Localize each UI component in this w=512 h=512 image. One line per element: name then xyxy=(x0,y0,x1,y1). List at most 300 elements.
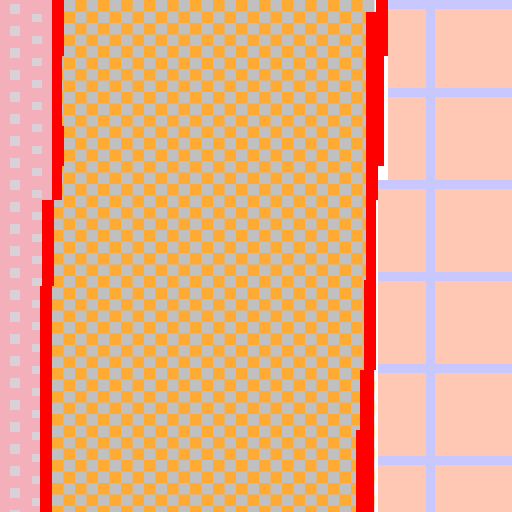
checker-cell xyxy=(248,276,260,288)
checker-cell xyxy=(282,0,294,12)
checker-cell xyxy=(328,46,340,58)
checker-cell xyxy=(225,391,237,403)
checker-cell xyxy=(87,23,99,35)
checker-cell xyxy=(190,138,202,150)
checker-cell xyxy=(133,69,145,81)
checker-cell xyxy=(75,357,87,369)
checker-cell xyxy=(236,414,248,426)
checker-cell xyxy=(179,127,191,139)
checker-cell xyxy=(98,495,110,507)
checker-cell xyxy=(87,115,99,127)
checker-cell xyxy=(328,334,340,346)
checker-cell xyxy=(317,403,329,415)
checker-cell xyxy=(305,173,317,185)
checker-cell xyxy=(225,506,237,512)
checker-cell xyxy=(144,414,156,426)
checker-cell xyxy=(202,35,214,47)
checker-cell xyxy=(340,483,352,495)
checker-cell xyxy=(179,46,191,58)
checker-cell xyxy=(340,161,352,173)
checker-cell xyxy=(340,0,352,12)
checker-cell xyxy=(225,127,237,139)
checker-cell xyxy=(259,460,271,472)
checker-cell xyxy=(317,380,329,392)
checker-cell xyxy=(271,184,283,196)
checker-cell xyxy=(190,81,202,93)
right-red-edge xyxy=(366,166,378,200)
checker-cell xyxy=(87,196,99,208)
checker-cell xyxy=(75,276,87,288)
checker-cell xyxy=(121,345,133,357)
checker-cell xyxy=(305,253,317,265)
checker-cell xyxy=(156,391,168,403)
checker-cell xyxy=(328,299,340,311)
checker-cell xyxy=(110,391,122,403)
checker-cell xyxy=(271,161,283,173)
checker-cell xyxy=(110,472,122,484)
checker-cell xyxy=(121,35,133,47)
checker-cell xyxy=(87,35,99,47)
checker-cell xyxy=(317,472,329,484)
left-strip-accent xyxy=(10,48,20,58)
checker-cell xyxy=(328,69,340,81)
checker-cell xyxy=(190,426,202,438)
checker-cell xyxy=(248,104,260,116)
checker-cell xyxy=(328,506,340,512)
checker-cell xyxy=(340,92,352,104)
checker-cell xyxy=(213,426,225,438)
checker-cell xyxy=(340,506,352,512)
checker-cell xyxy=(121,334,133,346)
checker-cell xyxy=(294,322,306,334)
checker-cell xyxy=(75,219,87,231)
checker-cell xyxy=(144,357,156,369)
checker-cell xyxy=(144,35,156,47)
checker-cell xyxy=(179,242,191,254)
checker-cell xyxy=(317,334,329,346)
checker-cell xyxy=(271,483,283,495)
checker-cell xyxy=(156,12,168,24)
checker-cell xyxy=(64,69,76,81)
checker-cell xyxy=(282,69,294,81)
checker-cell xyxy=(202,380,214,392)
checker-cell xyxy=(52,426,64,438)
checker-cell xyxy=(179,173,191,185)
checker-cell xyxy=(75,127,87,139)
left-red-edge xyxy=(40,286,52,334)
checker-cell xyxy=(271,357,283,369)
checker-cell xyxy=(110,426,122,438)
checker-cell xyxy=(317,437,329,449)
checker-cell xyxy=(328,207,340,219)
checker-cell xyxy=(133,322,145,334)
checker-cell xyxy=(340,46,352,58)
left-strip-accent xyxy=(10,246,20,256)
checker-cell xyxy=(144,311,156,323)
checker-cell xyxy=(328,242,340,254)
checker-cell xyxy=(213,299,225,311)
checker-cell xyxy=(282,115,294,127)
checker-cell xyxy=(156,253,168,265)
checker-cell xyxy=(248,35,260,47)
checker-cell xyxy=(156,242,168,254)
checker-cell xyxy=(294,495,306,507)
checker-cell xyxy=(167,0,179,12)
checker-cell xyxy=(64,23,76,35)
checker-cell xyxy=(294,161,306,173)
checker-cell xyxy=(225,414,237,426)
checker-cell xyxy=(202,437,214,449)
checker-cell xyxy=(236,460,248,472)
checker-cell xyxy=(64,414,76,426)
checker-cell xyxy=(156,230,168,242)
checker-cell xyxy=(133,276,145,288)
checker-cell xyxy=(259,46,271,58)
right-red-edge xyxy=(360,370,374,430)
checker-cell xyxy=(202,311,214,323)
left-strip-accent xyxy=(10,136,20,146)
checker-cell xyxy=(271,219,283,231)
checker-cell xyxy=(133,403,145,415)
checker-cell xyxy=(75,426,87,438)
checker-cell xyxy=(317,115,329,127)
checker-cell xyxy=(133,46,145,58)
checker-cell xyxy=(121,138,133,150)
checker-cell xyxy=(340,322,352,334)
checker-cell xyxy=(202,92,214,104)
checker-cell xyxy=(64,127,76,139)
checker-cell xyxy=(156,472,168,484)
checker-cell xyxy=(248,368,260,380)
checker-cell xyxy=(167,357,179,369)
checker-cell xyxy=(225,196,237,208)
checker-cell xyxy=(190,12,202,24)
checker-cell xyxy=(271,230,283,242)
checker-cell xyxy=(98,391,110,403)
checker-cell xyxy=(236,322,248,334)
checker-cell xyxy=(156,184,168,196)
checker-cell xyxy=(64,322,76,334)
checker-cell xyxy=(52,311,64,323)
checker-cell xyxy=(294,0,306,12)
checker-cell xyxy=(110,92,122,104)
checker-cell xyxy=(75,58,87,70)
checker-cell xyxy=(52,391,64,403)
checker-cell xyxy=(98,253,110,265)
checker-cell xyxy=(236,46,248,58)
checker-cell xyxy=(259,334,271,346)
checker-cell xyxy=(144,368,156,380)
checker-cell xyxy=(179,92,191,104)
checker-cell xyxy=(213,276,225,288)
checker-cell xyxy=(87,12,99,24)
checker-cell xyxy=(305,391,317,403)
checker-cell xyxy=(236,495,248,507)
checker-cell xyxy=(190,403,202,415)
checker-cell xyxy=(328,23,340,35)
checker-cell xyxy=(294,196,306,208)
checker-cell xyxy=(52,483,64,495)
checker-cell xyxy=(213,115,225,127)
checker-cell xyxy=(110,403,122,415)
checker-cell xyxy=(190,58,202,70)
checker-cell xyxy=(202,196,214,208)
checker-cell xyxy=(133,35,145,47)
checker-cell xyxy=(282,403,294,415)
checker-cell xyxy=(236,334,248,346)
checker-cell xyxy=(202,12,214,24)
checker-cell xyxy=(236,276,248,288)
checker-cell xyxy=(236,253,248,265)
checker-cell xyxy=(305,81,317,93)
checker-cell xyxy=(98,345,110,357)
checker-cell xyxy=(144,81,156,93)
checker-cell xyxy=(110,219,122,231)
checker-cell xyxy=(64,403,76,415)
checker-cell xyxy=(328,276,340,288)
checker-cell xyxy=(52,345,64,357)
checker-cell xyxy=(225,0,237,12)
checker-cell xyxy=(340,437,352,449)
checker-cell xyxy=(213,104,225,116)
checker-cell xyxy=(225,460,237,472)
checker-cell xyxy=(167,12,179,24)
checker-cell xyxy=(133,58,145,70)
checker-cell xyxy=(351,219,363,231)
left-strip-accent xyxy=(10,224,20,234)
checker-cell xyxy=(87,460,99,472)
checker-cell xyxy=(271,92,283,104)
checker-cell xyxy=(64,35,76,47)
checker-cell xyxy=(328,35,340,47)
checker-cell xyxy=(190,219,202,231)
checker-cell xyxy=(259,288,271,300)
checker-cell xyxy=(75,104,87,116)
checker-cell xyxy=(64,81,76,93)
checker-cell xyxy=(110,173,122,185)
checker-cell xyxy=(236,58,248,70)
checker-cell xyxy=(282,299,294,311)
checker-cell xyxy=(110,357,122,369)
checker-cell xyxy=(225,219,237,231)
right-red-edge xyxy=(364,280,376,370)
checker-cell xyxy=(225,12,237,24)
checker-cell xyxy=(202,242,214,254)
checker-cell xyxy=(98,288,110,300)
checker-cell xyxy=(213,207,225,219)
checker-cell xyxy=(340,242,352,254)
checker-cell xyxy=(64,230,76,242)
checker-cell xyxy=(190,173,202,185)
checker-cell xyxy=(75,115,87,127)
checker-cell xyxy=(225,115,237,127)
checker-cell xyxy=(202,334,214,346)
checker-cell xyxy=(271,46,283,58)
checker-cell xyxy=(133,173,145,185)
checker-cell xyxy=(167,150,179,162)
right-red-edge xyxy=(356,430,374,512)
checker-cell xyxy=(133,299,145,311)
checker-cell xyxy=(75,322,87,334)
checker-cell xyxy=(167,276,179,288)
checker-cell xyxy=(64,46,76,58)
checker-cell xyxy=(144,506,156,512)
checker-cell xyxy=(167,483,179,495)
left-strip-accent xyxy=(32,212,42,220)
checker-cell xyxy=(75,0,87,12)
left-red-edge xyxy=(42,244,54,286)
checker-cell xyxy=(305,276,317,288)
checker-cell xyxy=(294,219,306,231)
checker-cell xyxy=(248,357,260,369)
checker-cell xyxy=(236,380,248,392)
checker-cell xyxy=(271,276,283,288)
checker-cell xyxy=(294,242,306,254)
checker-cell xyxy=(294,276,306,288)
checker-cell xyxy=(328,403,340,415)
checker-cell xyxy=(98,380,110,392)
checker-cell xyxy=(317,35,329,47)
checker-cell xyxy=(282,23,294,35)
checker-cell xyxy=(202,219,214,231)
checker-cell xyxy=(271,345,283,357)
checker-cell xyxy=(144,69,156,81)
checker-cell xyxy=(294,138,306,150)
checker-cell xyxy=(213,449,225,461)
checker-cell xyxy=(282,288,294,300)
checker-cell xyxy=(144,276,156,288)
checker-cell xyxy=(144,288,156,300)
checker-cell xyxy=(351,0,363,12)
checker-cell xyxy=(328,380,340,392)
checker-cell xyxy=(317,299,329,311)
checker-cell xyxy=(190,150,202,162)
checker-cell xyxy=(225,104,237,116)
checker-cell xyxy=(213,196,225,208)
grid-line-horizontal xyxy=(378,364,512,373)
checker-cell xyxy=(317,357,329,369)
checker-cell xyxy=(340,253,352,265)
checker-cell xyxy=(248,0,260,12)
checker-cell xyxy=(98,242,110,254)
checker-cell xyxy=(87,184,99,196)
checker-cell xyxy=(282,426,294,438)
checker-cell xyxy=(179,161,191,173)
checker-cell xyxy=(179,334,191,346)
checker-cell xyxy=(248,345,260,357)
left-strip-accent xyxy=(10,114,20,124)
checker-cell xyxy=(110,104,122,116)
left-strip-accent xyxy=(10,290,20,300)
checker-cell xyxy=(305,230,317,242)
checker-cell xyxy=(328,58,340,70)
checker-cell xyxy=(144,12,156,24)
checker-cell xyxy=(248,161,260,173)
checker-cell xyxy=(225,276,237,288)
checker-cell xyxy=(190,414,202,426)
checker-cell xyxy=(225,138,237,150)
checker-cell xyxy=(282,334,294,346)
checker-cell xyxy=(248,230,260,242)
checker-cell xyxy=(64,115,76,127)
checker-cell xyxy=(236,173,248,185)
checker-cell xyxy=(133,426,145,438)
checker-cell xyxy=(317,0,329,12)
checker-cell xyxy=(271,414,283,426)
checker-cell xyxy=(179,253,191,265)
checker-cell xyxy=(121,380,133,392)
left-strip-accent xyxy=(10,70,20,80)
checker-cell xyxy=(236,207,248,219)
checker-cell xyxy=(98,173,110,185)
checker-cell xyxy=(64,173,76,185)
checker-cell xyxy=(64,299,76,311)
checker-cell xyxy=(351,150,363,162)
checker-cell xyxy=(305,219,317,231)
checker-cell xyxy=(87,449,99,461)
checker-cell xyxy=(98,426,110,438)
checker-cell xyxy=(305,472,317,484)
checker-cell xyxy=(98,161,110,173)
checker-cell xyxy=(156,276,168,288)
checker-cell xyxy=(328,265,340,277)
checker-cell xyxy=(236,12,248,24)
checker-cell xyxy=(167,23,179,35)
checker-cell xyxy=(179,81,191,93)
checker-cell xyxy=(294,403,306,415)
checker-cell xyxy=(282,368,294,380)
checker-cell xyxy=(294,265,306,277)
checker-cell xyxy=(225,334,237,346)
checker-cell xyxy=(328,81,340,93)
checker-cell xyxy=(75,242,87,254)
checker-cell xyxy=(64,242,76,254)
checker-cell xyxy=(167,368,179,380)
checker-cell xyxy=(351,184,363,196)
checker-cell xyxy=(213,138,225,150)
checker-cell xyxy=(340,368,352,380)
checker-cell xyxy=(52,506,64,512)
checker-cell xyxy=(351,207,363,219)
checker-cell xyxy=(248,426,260,438)
checker-cell xyxy=(64,276,76,288)
checker-cell xyxy=(202,104,214,116)
checker-cell xyxy=(167,58,179,70)
checker-cell xyxy=(294,460,306,472)
checker-cell xyxy=(202,253,214,265)
checker-cell xyxy=(144,150,156,162)
checker-cell xyxy=(110,69,122,81)
checker-cell xyxy=(98,207,110,219)
checker-cell xyxy=(213,437,225,449)
checker-cell xyxy=(271,265,283,277)
left-red-edge xyxy=(52,166,62,200)
checker-cell xyxy=(340,184,352,196)
checker-cell xyxy=(98,138,110,150)
checker-cell xyxy=(179,311,191,323)
checker-cell xyxy=(202,127,214,139)
checker-cell xyxy=(87,495,99,507)
checker-cell xyxy=(236,81,248,93)
checker-cell xyxy=(351,173,363,185)
checker-cell xyxy=(294,506,306,512)
checker-cell xyxy=(340,357,352,369)
checker-cell xyxy=(236,127,248,139)
checker-cell xyxy=(236,161,248,173)
left-strip-accent xyxy=(32,124,42,132)
checker-cell xyxy=(213,184,225,196)
checker-cell xyxy=(133,161,145,173)
